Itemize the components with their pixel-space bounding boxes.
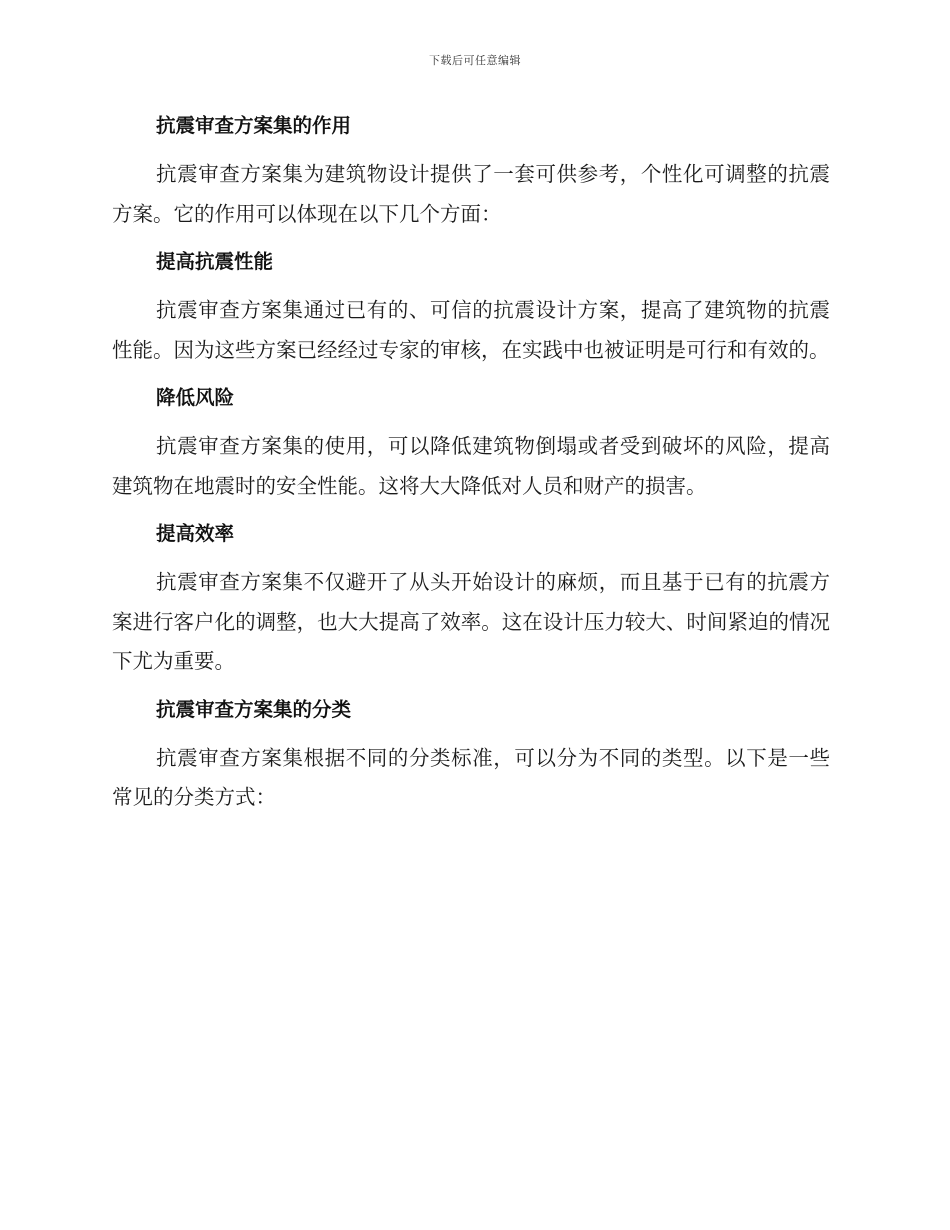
document-body (112, 111, 830, 831)
section-paragraph-improve-efficiency: 抗震审查方案集不仅避开了从头开始设计的麻烦，而且基于已有的抗震方案进行客户化的调整，也大大提高了效率。这在设计压力较大、时间紧迫的情况下尤为重要。 (112, 570, 830, 673)
section-paragraph-classification: 抗震审查方案集根据不同的分类标准，可以分为不同的类型。以下是一些常见的分类方式： (112, 745, 830, 809)
section-heading-classification: 抗震审查方案集的分类 (156, 697, 352, 721)
section-heading-reduce-risk: 降低风险 (156, 386, 235, 409)
section-paragraph-purpose: 抗震审查方案集为建筑物设计提供了一套可供参考，个性化可调整的抗震方案。它的作用可以体现在以下几个方面： (112, 162, 830, 226)
section-paragraph-reduce-risk: 抗震审查方案集的使用，可以降低建筑物倒塌或者受到破坏的风险，提高建筑物在地震时的安全性能。这将大大降低对人员和财产的损害。 (112, 434, 830, 498)
section-heading-improve-seismic: 提高抗震性能 (156, 250, 274, 273)
section-heading-purpose: 抗震审查方案集的作用 (156, 114, 352, 137)
page-header: 下载后可任意编辑 (429, 54, 521, 67)
section-paragraph-improve-seismic: 抗震审查方案集通过已有的、可信的抗震设计方案，提高了建筑物的抗震性能。因为这些方案已经经过专家的审核，在实践中也被证明是可行和有效的。 (112, 298, 830, 362)
section-heading-improve-efficiency: 提高效率 (156, 522, 235, 545)
